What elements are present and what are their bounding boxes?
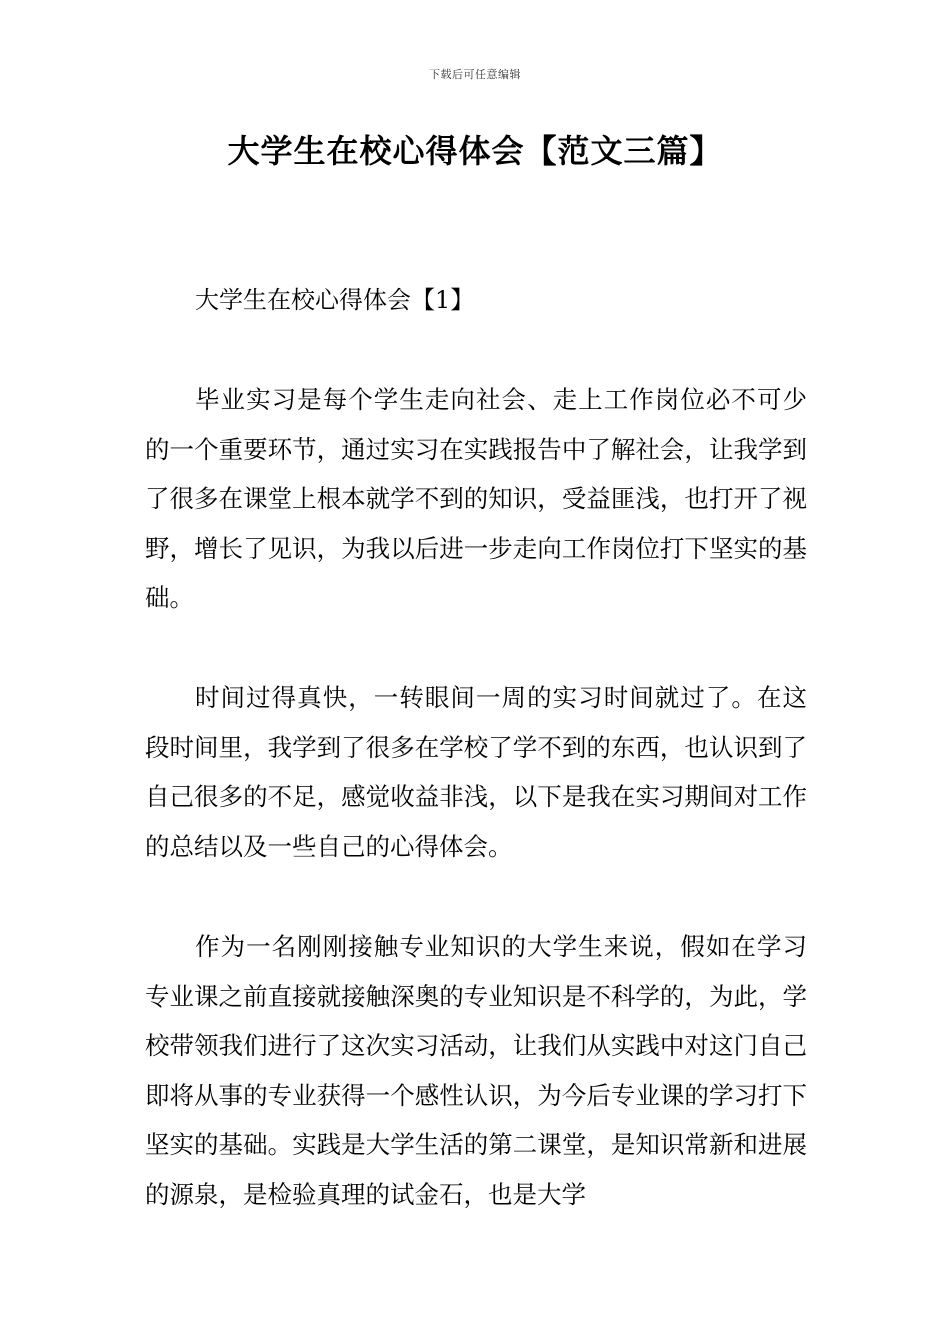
document-title: 大学生在校心得体会【范文三篇】 xyxy=(227,132,723,170)
paragraph-1-block xyxy=(145,375,807,623)
paragraph-2-block xyxy=(145,673,807,871)
paragraph: 作为一名刚刚接触专业知识的大学生来说，假如在学习专业课之前直接就接触深奥的专业知识是不科学的，为此，学校带领我们进行了这次实习活动，让我们从实践中对这门自己即将从事的专业获得一个感性认识，为今后专业课的学习打下坚实的基础。实践是大学生活的第二课堂，是知识常新和进展的源泉，是检验真理的试金石，也是大学 xyxy=(145,932,807,1209)
paragraph: 毕业实习是每个学生走向社会、走上工作岗位必不可少的一个重要环节，通过实习在实践报告中了解社会，让我学到了很多在课堂上根本就学不到的知识，受益匪浅，也打开了视野，增长了见识，为我以后进一步走向工作岗位打下坚实的基础。 xyxy=(145,385,807,612)
header-note: 下载后可任意编辑 xyxy=(429,68,521,81)
section-heading: 大学生在校心得体会【1】 xyxy=(195,286,475,314)
paragraph-3-block xyxy=(145,922,807,1219)
paragraph: 时间过得真快，一转眼间一周的实习时间就过了。在这段时间里，我学到了很多在学校了学不到的东西，也认识到了自己很多的不足，感觉收益非浅，以下是我在实习期间对工作的总结以及一些自己的心得体会。 xyxy=(145,683,807,861)
